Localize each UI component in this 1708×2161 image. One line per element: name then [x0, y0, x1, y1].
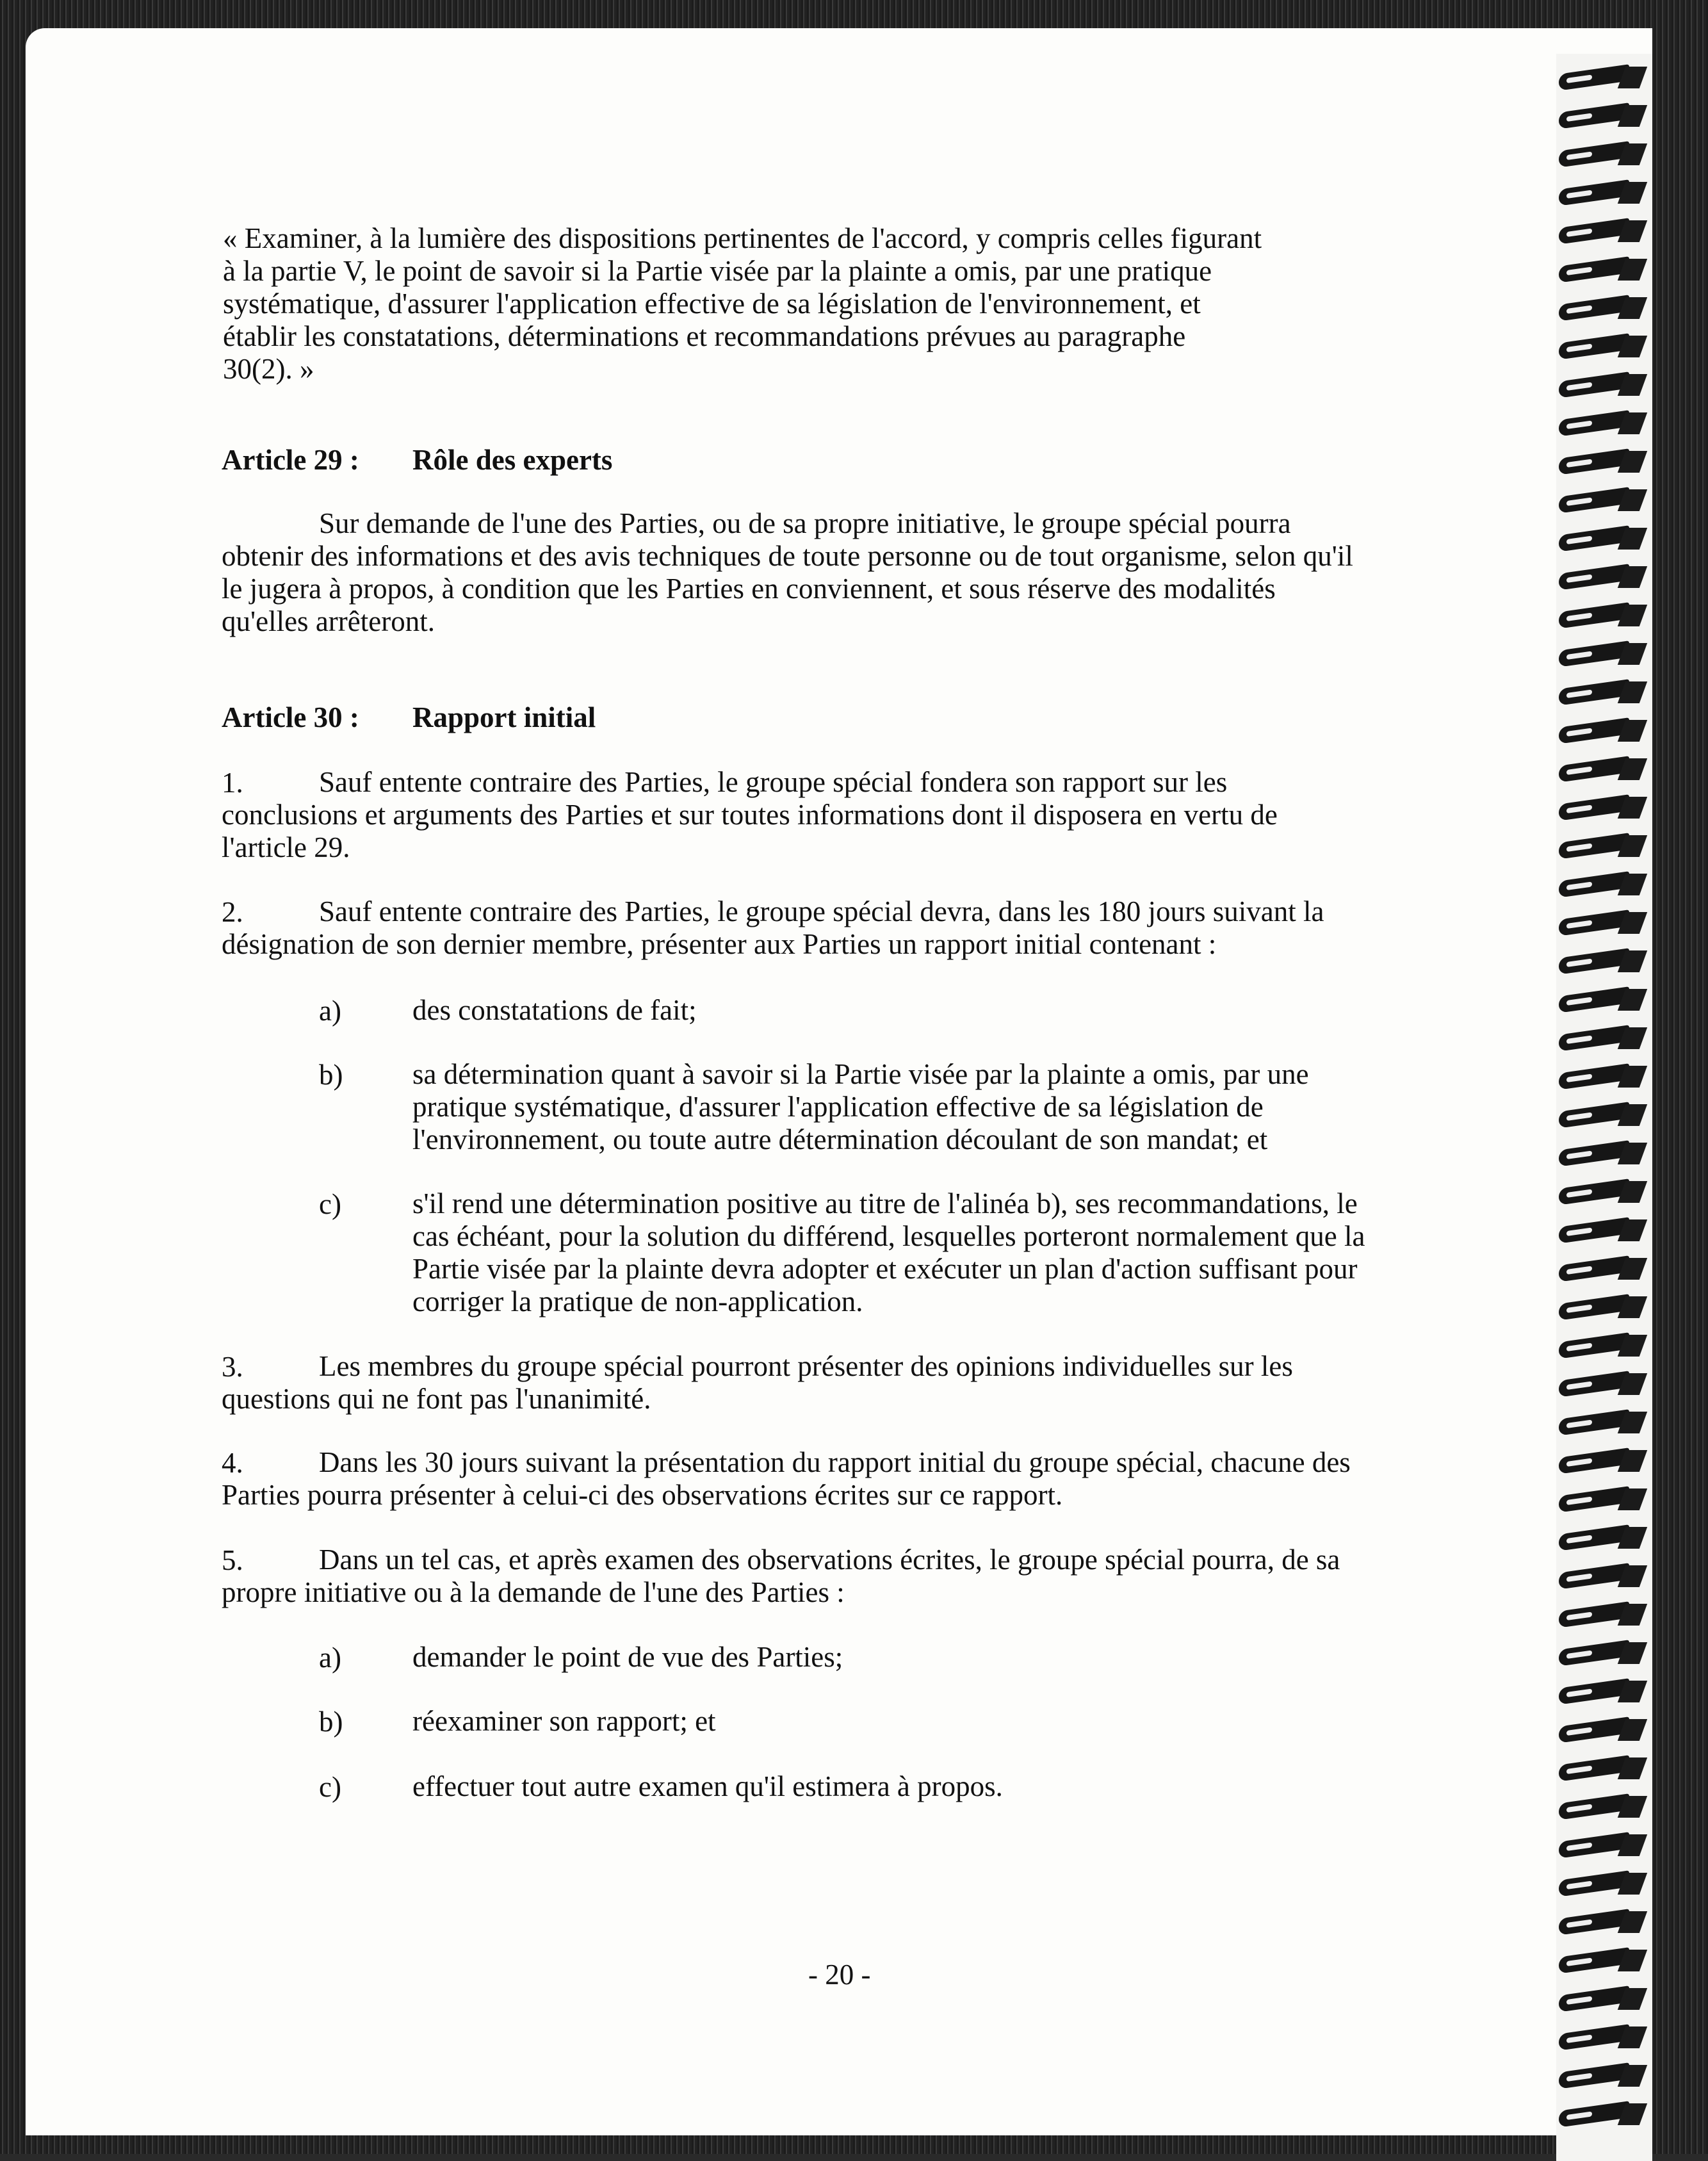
spiral-binding: [1556, 54, 1652, 2161]
body-line: obtenir des informations et des avis techniques de toute personne ou de tout organisme, selon qu'il: [222, 540, 1353, 572]
body-line: le jugera à propos, à condition que les Parties en conviennent, et sous réserve des modalités: [222, 573, 1276, 605]
spiral-coil: [1559, 374, 1648, 397]
spiral-coil: [1559, 182, 1648, 205]
body-line: propre initiative ou à la demande de l'une des Parties :: [222, 1576, 845, 1608]
spiral-coil: [1559, 336, 1648, 359]
spiral-coil: [1559, 1950, 1648, 1973]
item-line: demander le point de vue des Parties;: [412, 1641, 843, 1673]
spiral-coil: [1559, 950, 1648, 974]
item-line: s'il rend une détermination positive au titre de l'alinéa b), ses recommandations, le: [412, 1187, 1358, 1219]
item-letter: c): [319, 1188, 341, 1220]
spiral-coil: [1559, 1642, 1648, 1665]
spiral-coil: [1559, 1719, 1648, 1742]
spiral-coil: [1559, 2026, 1648, 2050]
quote-line: « Examiner, à la lumière des dispositions pertinentes de l'accord, y compris celles figurant: [223, 222, 1262, 254]
quote-line: à la partie V, le point de savoir si la Partie visée par la plainte a omis, par une pratique: [223, 255, 1212, 287]
spiral-coil: [1559, 67, 1648, 90]
item-line: effectuer tout autre examen qu'il estimera à propos.: [412, 1770, 1003, 1802]
paragraph-4: [222, 1446, 1351, 1512]
spiral-coil: [1559, 528, 1648, 551]
spiral-coil: [1559, 259, 1648, 282]
quote-line: 30(2). »: [223, 353, 314, 385]
spiral-coil: [1559, 1527, 1648, 1550]
spiral-coil: [1559, 1988, 1648, 2011]
article-30-number: Article 30 :: [222, 701, 359, 733]
list-item: [412, 1187, 1365, 1318]
spiral-coil: [1559, 1565, 1648, 1588]
item-line: corriger la pratique de non-application.: [412, 1285, 863, 1317]
spiral-coil: [1559, 989, 1648, 1012]
spiral-coil: [1559, 1296, 1648, 1319]
item-line: cas échéant, pour la solution du différend, lesquelles porteront normalement que la: [412, 1220, 1365, 1252]
item-line: pratique systématique, d'assurer l'application effective de sa législation de: [412, 1091, 1264, 1123]
paragraph-2: [222, 895, 1324, 961]
body-line: Sur demande de l'une des Parties, ou de sa propre initiative, le groupe spécial pourra: [319, 507, 1291, 539]
paragraph-1: [222, 766, 1278, 864]
list-item: [412, 1705, 716, 1738]
spiral-coil: [1559, 412, 1648, 436]
spiral-coil: [1559, 758, 1648, 781]
list-item: [412, 1770, 1003, 1803]
spiral-coil: [1559, 874, 1648, 897]
item-line: sa détermination quant à savoir si la Partie visée par la plainte a omis, par une: [412, 1058, 1309, 1090]
spiral-coil: [1559, 1450, 1648, 1473]
paragraph-number: 4.: [222, 1447, 243, 1479]
spiral-coil: [1559, 489, 1648, 512]
article-29-title: Rôle des experts: [412, 444, 613, 476]
quote-block: [223, 222, 1262, 386]
spiral-coil: [1559, 2065, 1648, 2088]
body-line: Les membres du groupe spécial pourront présenter des opinions individuelles sur les: [319, 1350, 1293, 1382]
article-30-title: Rapport initial: [412, 701, 596, 733]
spiral-coil: [1559, 220, 1648, 243]
spiral-coil: [1559, 605, 1648, 628]
spiral-coil: [1559, 1873, 1648, 1896]
spiral-coil: [1559, 1488, 1648, 1512]
spiral-coil: [1559, 1796, 1648, 1819]
spiral-coil: [1559, 566, 1648, 589]
spiral-coil: [1559, 720, 1648, 743]
paragraph-3: [222, 1350, 1293, 1415]
paragraph-5: [222, 1544, 1340, 1609]
spiral-coil: [1559, 1335, 1648, 1358]
item-letter: b): [319, 1706, 343, 1738]
page-number: - 20 -: [808, 1959, 871, 1991]
quote-line: établir les constatations, déterminations et recommandations prévues au paragraphe: [223, 320, 1186, 352]
body-line: Dans un tel cas, et après examen des observations écrites, le groupe spécial pourra, de sa: [319, 1544, 1340, 1576]
item-line: l'environnement, ou toute autre détermination découlant de son mandat; et: [412, 1123, 1268, 1155]
body-line: Dans les 30 jours suivant la présentation du rapport initial du groupe spécial, chacune des: [319, 1446, 1351, 1478]
spiral-coil: [1559, 1604, 1648, 1627]
spiral-coil: [1559, 143, 1648, 167]
body-line: l'article 29.: [222, 831, 350, 863]
body-line: Sauf entente contraire des Parties, le groupe spécial devra, dans les 180 jours suivant la: [319, 895, 1324, 927]
spiral-coil: [1559, 1373, 1648, 1396]
spiral-coil: [1559, 451, 1648, 474]
list-item: [412, 1058, 1309, 1156]
spiral-coil: [1559, 1219, 1648, 1243]
spiral-coil: [1559, 297, 1648, 320]
spiral-coil: [1559, 681, 1648, 705]
paragraph-number: 2.: [222, 896, 243, 928]
spiral-coil: [1559, 835, 1648, 858]
body-line: qu'elles arrêteront.: [222, 605, 435, 637]
paragraph-number: 1.: [222, 767, 243, 799]
item-letter: a): [319, 995, 341, 1027]
body-line: Parties pourra présenter à celui-ci des observations écrites sur ce rapport.: [222, 1479, 1063, 1511]
spiral-coil: [1559, 105, 1648, 128]
spiral-coil: [1559, 797, 1648, 820]
list-item: [412, 1641, 843, 1674]
body-line: questions qui ne font pas l'unanimité.: [222, 1383, 651, 1415]
spiral-coil: [1559, 912, 1648, 935]
body-line: conclusions et arguments des Parties et sur toutes informations dont il disposera en vertu de: [222, 799, 1278, 831]
spiral-coil: [1559, 1412, 1648, 1435]
item-line: des constatations de fait;: [412, 994, 697, 1026]
document-page: [26, 28, 1652, 2135]
spiral-coil: [1559, 1181, 1648, 1204]
item-letter: a): [319, 1642, 341, 1674]
spiral-coil: [1559, 1143, 1648, 1166]
spiral-coil: [1559, 1104, 1648, 1127]
article-29-number: Article 29 :: [222, 444, 359, 476]
spiral-coil: [1559, 2103, 1648, 2126]
list-item: [412, 994, 697, 1027]
body-line: désignation de son dernier membre, présenter aux Parties un rapport initial contenant :: [222, 928, 1217, 960]
spiral-coil: [1559, 1681, 1648, 1704]
paragraph-number: 5.: [222, 1544, 243, 1576]
spiral-coil: [1559, 1066, 1648, 1089]
spiral-coil: [1559, 1834, 1648, 1857]
spiral-coil: [1559, 1911, 1648, 1934]
body-line: Sauf entente contraire des Parties, le groupe spécial fondera son rapport sur les: [319, 766, 1228, 798]
spiral-coil: [1559, 643, 1648, 666]
quote-line: systématique, d'assurer l'application effective de sa législation de l'environnement, et: [223, 288, 1201, 320]
paragraph-number: 3.: [222, 1351, 243, 1383]
spiral-coil: [1559, 1027, 1648, 1050]
item-letter: c): [319, 1771, 341, 1803]
article-29-body: [222, 507, 1353, 638]
spiral-coil: [1559, 1757, 1648, 1781]
item-line: Partie visée par la plainte devra adopter et exécuter un plan d'action suffisant pour: [412, 1253, 1358, 1285]
spiral-coil: [1559, 1258, 1648, 1281]
item-line: réexaminer son rapport; et: [412, 1705, 716, 1737]
item-letter: b): [319, 1059, 343, 1091]
